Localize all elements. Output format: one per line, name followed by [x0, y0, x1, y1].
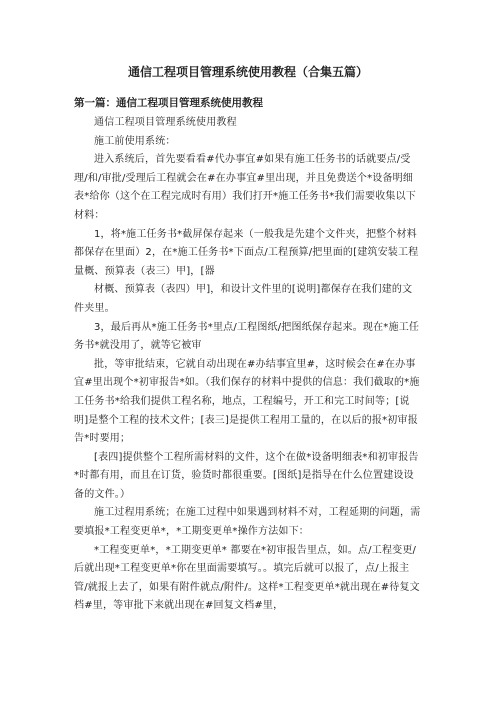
paragraph: [表四]提供整个工程所需材料的文件，这个在做*设备明细表*和初审报告*时都有用，而且在订货，验货时都很重要。[图纸]是指导在什么位置建设设备的文件。）: [74, 451, 419, 500]
paragraph: *工程变更单*，*工期变更单* 都要在*初审报告里点，如。点/工程变更/后就出现*工程变更单*你在里面需要填写。。填完后就可以报了，点/上报主管/就报上去了，如果有附件就点/附件/。这样*工程变更单*就出现在#待复文档#里，等审批下来就出现在#回复文档#里，: [74, 544, 420, 612]
paragraph: 进入系统后，首先要看看#代办事宜#如果有施工任务书的话就要点/受理/和/审批/受理后工程就会在#在办事宜#里出现，并且免费送个*设备明细表*给你（这个在工程完成时有用）我们打开*施工任务书*我们需要收集以下材料：: [74, 154, 416, 221]
body-text: [74, 114, 422, 616]
section-heading: 第一篇：通信工程项目管理系统使用教程: [74, 97, 263, 109]
paragraph: 1，将*施工任务书*截屏保存起来（一般我是先建个文件夹，把整个材料都保存在里面）2，在*施工任务书*下面点/工程预算/把里面的[建筑安装工程量概、预算表（表三）甲]，[器: [74, 228, 419, 277]
paragraph: 批，等审批结束，它就自动出现在#办结事宜里#，这时候会在#在办事宜#里出现个*初审报告*如。（我们保存的材料中提供的信息：我们截取的*施工任务书*给我们提供工程名称，地点，工程编号，开工和完工时间等；[说明]是整个工程的技术文件；[表三]是提供工程用工量的，在以后的报*初审报告*时要用；: [74, 358, 420, 445]
paragraph: 材概、预算表（表四）甲]，和设计文件里的[说明]都保存在我们建的文件夹里。: [74, 284, 413, 314]
paragraph: 3，最后再从*施工任务书*里点/工程图纸/把图纸保存起来。现在*施工任务书*就没用了，就等它被审: [74, 321, 420, 352]
paragraph: 施工过程用系统；在施工过程中如果遇到材料不对，工程延期的问题，需要填报*工程变更单*，*工期变更单*操作方法如下：: [74, 507, 421, 538]
paragraph: 通信工程项目管理系统使用教程: [94, 117, 237, 128]
document-title: 通信工程项目管理系统使用教程（合集五篇）: [127, 65, 368, 79]
paragraph: 施工前使用系统：: [94, 135, 176, 147]
